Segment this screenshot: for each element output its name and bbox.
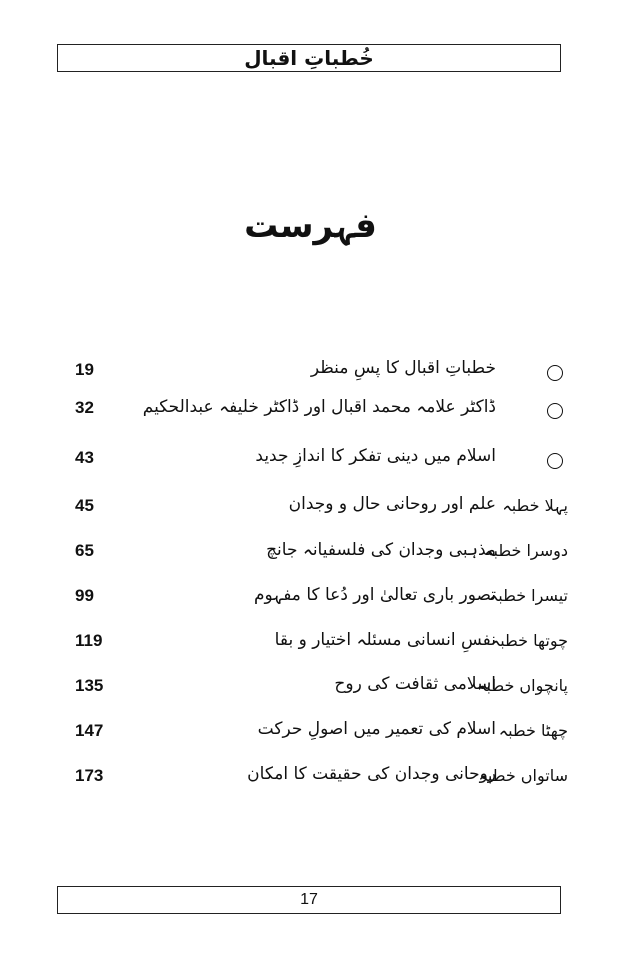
- lecture-label: تیسرا خطبہ: [488, 586, 568, 605]
- lecture-label: چوتھا خطبہ: [490, 631, 568, 650]
- toc-entry[interactable]: [0, 762, 621, 796]
- toc-entry[interactable]: [0, 444, 621, 478]
- entry-title: علم اور روحانی حال و وجدان: [288, 494, 496, 514]
- toc-entry[interactable]: [0, 356, 621, 390]
- lecture-label: چھٹا خطبہ: [498, 721, 568, 740]
- entry-page-number: 135: [75, 676, 104, 695]
- entry-page-number: 32: [75, 398, 94, 417]
- lecture-label: پہلا خطبہ: [502, 496, 568, 515]
- entry-title: تصور باری تعالیٰ اور دُعا کا مفہوم: [253, 585, 496, 605]
- entry-title: اسلامی ثقافت کی روح: [334, 674, 496, 694]
- circle-bullet-icon: [547, 403, 563, 419]
- entry-page-number: 19: [75, 360, 94, 379]
- entry-title: ڈاکٹر علامہ محمد اقبال اور ڈاکٹر خلیفہ عبدالحکیم: [142, 397, 496, 417]
- entry-title: روحانی وجدان کی حقیقت کا امکان: [247, 764, 496, 784]
- circle-bullet-icon: [547, 453, 563, 469]
- toc-heading: فہرست: [244, 206, 377, 246]
- page-number: 17: [300, 891, 318, 908]
- toc-entry[interactable]: [0, 627, 621, 661]
- lecture-label: ساتواں خطبہ: [478, 766, 568, 785]
- entry-page-number: 147: [75, 721, 104, 740]
- lecture-label: پانچواں خطبہ: [477, 676, 568, 695]
- toc-entry[interactable]: [0, 394, 621, 428]
- running-header: [57, 44, 561, 72]
- entry-title: نفسِ انسانی مسئلہ اختیار و بقا: [274, 630, 496, 650]
- page-footer: [57, 886, 561, 914]
- entry-title: اسلام میں دینی تفکر کا اندازِ جدید: [255, 446, 496, 466]
- entry-page-number: 173: [75, 766, 104, 785]
- entry-title: مذہبی وجدان کی فلسفیانہ جانچ: [266, 540, 496, 560]
- lecture-label: دوسرا خطبہ: [484, 541, 568, 560]
- toc-entry[interactable]: [0, 492, 621, 526]
- toc-entry[interactable]: [0, 717, 621, 751]
- entry-title: خطباتِ اقبال کا پسِ منظر: [310, 358, 496, 378]
- entry-page-number: 119: [75, 631, 103, 650]
- toc-entry[interactable]: [0, 537, 621, 571]
- entry-title: اسلام کی تعمیر میں اصولِ حرکت: [257, 719, 496, 739]
- book-title: خُطباتِ اقبال: [244, 46, 374, 70]
- entry-page-number: 43: [75, 448, 94, 467]
- entry-page-number: 99: [75, 586, 94, 605]
- entry-page-number: 45: [75, 496, 94, 515]
- circle-bullet-icon: [547, 365, 563, 381]
- toc-entry[interactable]: [0, 582, 621, 616]
- toc-entry[interactable]: [0, 672, 621, 706]
- entry-page-number: 65: [75, 541, 94, 560]
